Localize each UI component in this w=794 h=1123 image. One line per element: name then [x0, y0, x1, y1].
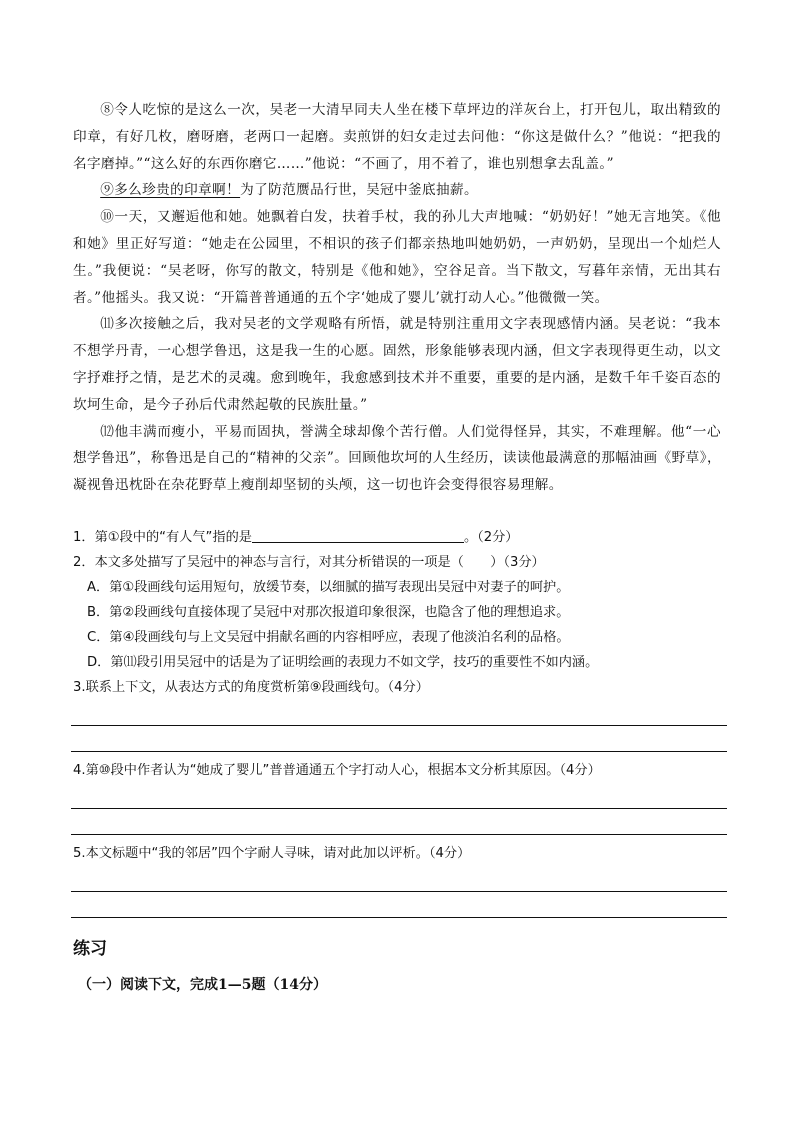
question-2: 2．本文多处描写了吴冠中的神态与言行，对其分析错误的一项是（ ）（3分）	[73, 555, 545, 570]
section-subtitle: （一）阅读下文，完成1—5题（14分）	[78, 977, 327, 993]
question-1-text: 1．第①段中的“有人气”指的是	[73, 530, 252, 545]
answer-line[interactable]	[71, 892, 727, 918]
question-4: 4.第⑩段中作者认为“她成了婴儿”普普通通五个字打动人心，根据本文分析其原因。（4分）	[73, 763, 601, 778]
question-1	[73, 525, 721, 550]
paragraph-10: ⑩一天，又邂逅他和她。她飘着白发，扶着手杖，我的孙儿大声地喊：“奶奶好！”她无言地笑。《他和她》里正好写道：“她走在公园里，不相识的孩子们都亲热地叫她奶奶，一声奶奶，呈现出一个灿烂人生。”我便说：“吴老呀，你写的散文，特别是《他和她》，空谷足音。当下散文，写暮年亲情，无出其右者。”他摇头。我又说：“开篇普普通通的五个字‘她成了婴儿’就打动人心。”他微微一笑。	[73, 209, 721, 306]
answer-line[interactable]	[71, 866, 727, 892]
answer-line[interactable]	[71, 700, 727, 726]
answer-blank[interactable]	[252, 528, 464, 543]
answer-line[interactable]	[71, 726, 727, 752]
answer-line[interactable]	[71, 809, 727, 835]
underlined-sentence: ⑨多么珍贵的印章啊！	[100, 182, 241, 199]
reading-passage	[73, 97, 721, 499]
paragraph-11: ⑾多次接触之后，我对吴老的文学观略有所悟，就是特别注重用文字表现感情内涵。吴老说：“我本不想学丹青，一心想学鲁迅，这是我一生的心愿。固然，形象能够表现内涵，但文字表现得更生动，以文字抒难抒之情，是艺术的灵魂。愈到晚年，我愈感到技术并不重要，重要的是内涵，是数千年千姿百态的坎坷生命，是今子孙后代肃然起敬的民族肚量。”	[73, 316, 721, 413]
paragraph-12: ⑿他丰满而瘦小，平易而固执，誉满全球却像个苦行僧。人们觉得怪异，其实，不难理解。他“一心想学鲁迅”，称鲁迅是自己的“精神的父亲”。回顾他坎坷的人生经历，读读他最满意的那幅油画《野草》，凝视鲁迅枕卧在杂花野草上瘦削却坚韧的头颅，这一切也许会变得很容易理解。	[73, 423, 721, 494]
question-3: 3.联系上下文，从表达方式的角度赏析第⑨段画线句。（4分）	[73, 680, 429, 695]
section-title: 练习	[73, 939, 107, 959]
question-5: 5.本文标题中“我的邻居”四个字耐人寻味，请对此加以评析。（4分）	[73, 846, 471, 861]
option-b[interactable]: B．第②段画线句直接体现了吴冠中对那次报道印象很深，也隐含了他的理想追求。	[87, 605, 570, 620]
paragraph-9-rest: 为了防范赝品行世，吴冠中釜底抽薪。	[240, 182, 479, 199]
option-a[interactable]: A．第①段画线句运用短句，放缓节奏，以细腻的描写表现出吴冠中对妻子的呵护。	[87, 580, 570, 595]
option-d[interactable]: D．第⑾段引用吴冠中的话是为了证明绘画的表现力不如文学，技巧的重要性不如内涵。	[87, 655, 599, 670]
question-1-score: 。（2分）	[463, 530, 519, 545]
option-c[interactable]: C．第④段画线句与上文吴冠中捐献名画的内容相呼应，表现了他淡泊名利的品格。	[87, 630, 570, 645]
question-list	[73, 525, 721, 918]
paragraph-9	[73, 177, 721, 204]
paragraph-8: ⑧令人吃惊的是这么一次，吴老一大清早同夫人坐在楼下草坪边的洋灰台上，打开包儿，取出精致的印章，有好几枚，磨呀磨，老两口一起磨。卖煎饼的妇女走过去问他：“你这是做什么？”他说：“把我的名字磨掉。”“这么好的东西你磨它……”他说：“不画了，用不着了，谁也别想拿去乱盖。”	[73, 102, 721, 172]
answer-line[interactable]	[71, 783, 727, 809]
